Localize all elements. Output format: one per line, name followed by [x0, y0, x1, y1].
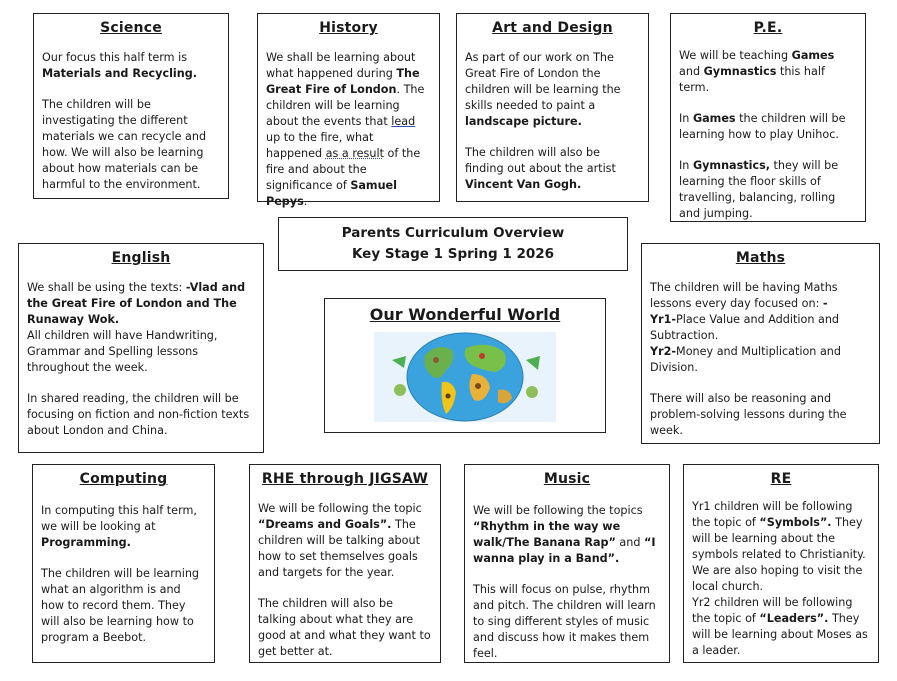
globe-illustration: [370, 330, 560, 425]
pe-heading: P.E.: [753, 20, 783, 36]
overview-line-2: Key Stage 1 Spring 1 2026: [351, 246, 555, 262]
rhe-text-1: We will be following the topic “Dreams and Goals”. The children will be talking about how to set themselves goals and targets for the year.: [258, 502, 422, 579]
english-text-3: In shared reading, the children will be focusing on fiction and non-fiction texts about London and China.: [27, 392, 250, 437]
history-panel: [257, 13, 440, 208]
maths-text-yr1: Yr1-Place Value and Addition and Subtraction.: [650, 313, 840, 342]
science-text-1: Our focus this half term is Materials and Recycling.: [42, 51, 197, 80]
computing-text-2: The children will be learning what an algorithm is and how to record them. They will also be learning how to program a Beebot.: [41, 567, 200, 644]
art-panel: [456, 13, 649, 202]
science-panel: [33, 13, 229, 199]
pe-text-1: We will be teaching Games and Gymnastics this half term.: [679, 49, 835, 94]
re-heading: RE: [770, 471, 792, 487]
rhe-text-2: The children will also be talking about what they are good at and what they want to get better at.: [258, 597, 431, 658]
re-panel: [683, 464, 879, 663]
science-text-2: The children will be investigating the different materials we can recycle and how. We will also be learning about how materials can be harmful to the environment.: [42, 98, 207, 191]
pe-text-2: In Games the children will be learning how to play Unihoc.: [679, 112, 846, 141]
maths-panel: [641, 243, 880, 444]
computing-text-1: In computing this half term, we will be looking at Programming.: [41, 504, 197, 549]
art-text-2: The children will also be finding out about the artist Vincent Van Gogh.: [465, 146, 616, 191]
english-text-2: All children will have Handwriting, Grammar and Spelling lessons throughout the week.: [27, 329, 218, 374]
overview-title: [278, 217, 628, 271]
english-panel: [18, 243, 264, 453]
maths-text-1: The children will be having Maths lessons every day focused on: -: [650, 281, 838, 310]
art-text-1: As part of our work on The Great Fire of London the children will be learning the skills needed to paint a landscape picture.: [465, 51, 621, 128]
art-heading: Art and Design: [492, 20, 613, 36]
computing-heading: Computing: [79, 471, 168, 487]
history-text: We shall be learning about what happened during The Great Fire of London. The children will be learning about the events that lead up to the fire, what happened as a result of the fire and about the significance of Samuel Pepys.: [266, 51, 425, 208]
rhe-panel: [249, 464, 441, 663]
english-heading: English: [111, 250, 171, 266]
music-heading: Music: [543, 471, 591, 487]
world-heading: Our Wonderful World: [369, 305, 561, 324]
world-panel: [324, 298, 606, 433]
rhe-heading: RHE through JIGSAW: [261, 471, 429, 487]
music-text-2: This will focus on pulse, rhythm and pitch. The children will learn to sing different styles of music and discuss how it makes them feel.: [473, 583, 656, 660]
music-panel: [464, 464, 670, 663]
maths-text-2: There will also be reasoning and problem-solving lessons during the week.: [650, 392, 847, 437]
history-heading: History: [319, 20, 378, 36]
re-text-2: Yr2 children will be following the topic of “Leaders”. They will be learning about Moses as a leader.: [692, 596, 868, 657]
overview-line-1: Parents Curriculum Overview: [341, 225, 565, 241]
pe-panel: [670, 13, 866, 222]
computing-panel: [32, 464, 215, 663]
science-heading: Science: [100, 20, 162, 36]
re-text-1: Yr1 children will be following the topic of “Symbols”. They will be learning about the symbols related to Christianity. We are also hoping to visit the local church.: [692, 500, 866, 593]
pe-text-3: In Gymnastics, they will be learning the floor skills of travelling, balancing, rolling and jumping.: [679, 159, 839, 220]
maths-heading: Maths: [735, 250, 786, 266]
english-text-1: We shall be using the texts: -Vlad and the Great Fire of London and The Runaway Wok.: [27, 281, 246, 326]
music-text-1: We will be following the topics “Rhythm in the way we walk/The Banana Rap” and “I wanna play in a Band”.: [473, 504, 656, 565]
maths-text-yr2: Yr2-Money and Multiplication and Division.: [650, 345, 842, 374]
